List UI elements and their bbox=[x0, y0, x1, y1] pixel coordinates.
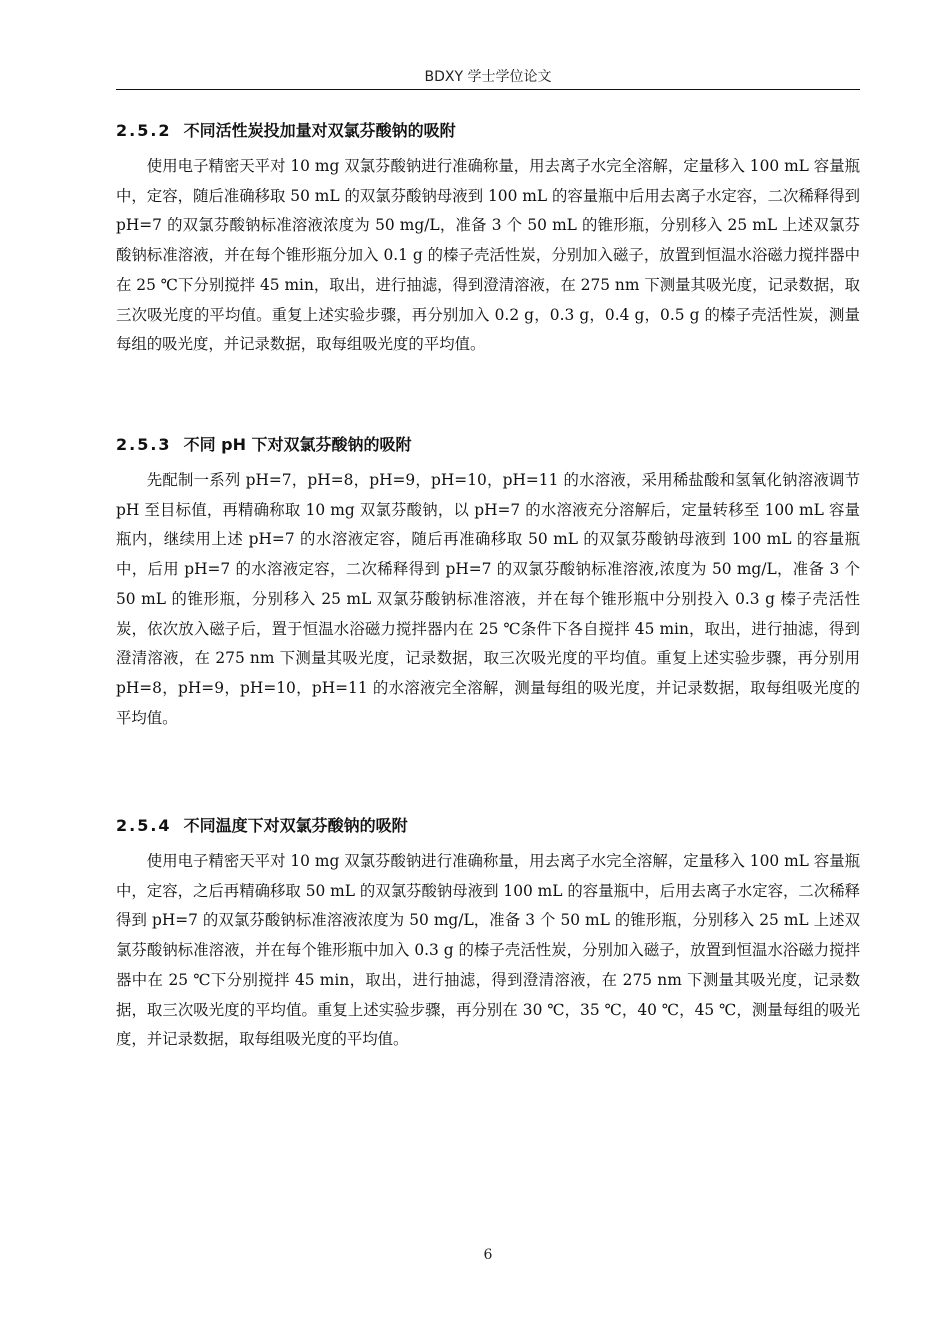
section-2-5-4 bbox=[116, 813, 860, 1055]
section-paragraph: 使用电子精密天平对 10 mg 双氯芬酸钠进行准确称量，用去离子水完全溶解，定量移入 100 mL 容量瓶中，定容，之后再精确移取 50 mL 的双氯芬酸钠母液到 100 mL 的容量瓶中，后用去离子水定容，二次稀释得到 pH=7 的双氯芬酸钠标准溶液浓度为 50 mg/L，准备 3 个 50 mL 的锥形瓶，分别移入 25 mL 上述双氯芬酸钠标准溶液，并在每个锥形瓶中加入 0.3 g 的榛子壳活性炭，分别加入磁子，放置到恒温水浴磁力搅拌器中在 25 ℃下分别搅拌 45 min，取出，进行抽滤，得到澄清溶液，在 275 nm 下测量其吸光度，记录数据，取三次吸光度的平均值。重复上述实验步骤，再分别在 30 ℃，35 ℃，40 ℃，45 ℃，测量每组的吸光度，并记录数据，取每组吸光度的平均值。 bbox=[116, 852, 860, 1049]
section-2-5-2 bbox=[116, 118, 860, 360]
section-heading bbox=[116, 432, 860, 458]
running-header: BDXY 学士学位论文 bbox=[424, 69, 552, 85]
section-title: 不同活性炭投加量对双氯芬酸钠的吸附 bbox=[183, 121, 456, 140]
section-heading bbox=[116, 813, 860, 839]
section-2-5-3 bbox=[116, 432, 860, 733]
section-number: 2.5.2 bbox=[116, 121, 172, 140]
page-number: 6 bbox=[483, 1247, 493, 1263]
section-number: 2.5.3 bbox=[116, 435, 172, 454]
section-paragraph: 先配制一系列 pH=7，pH=8，pH=9，pH=10，pH=11 的水溶液，采用稀盐酸和氢氧化钠溶液调节 pH 至目标值，再精确称取 10 mg 双氯芬酸钠，以 pH=7 的水溶液充分溶解后，定量转移至 100 mL 容量瓶内，继续用上述 pH=7 的水溶液定容，随后再准确移取 50 mL 的双氯芬酸钠母液到 100 mL 的容量瓶中，后用 pH=7 的水溶液定容，二次稀释得到 pH=7 的双氯芬酸钠标准溶液,浓度为 50 mg/L，准备 3 个 50 mL 的锥形瓶，分别移入 25 mL 双氯芬酸钠标准溶液，并在每个锥形瓶中分别投入 0.3 g 榛子壳活性炭，依次放入磁子后，置于恒温水浴磁力搅拌器内在 25 ℃条件下各自搅拌 45 min，取出，进行抽滤，得到澄清溶液，在 275 nm 下测量其吸光度，记录数据，取三次吸光度的平均值。重复上述实验步骤，再分别用 pH=8，pH=9，pH=10，pH=11 的水溶液完全溶解，测量每组的吸光度，并记录数据，取每组吸光度的平均值。 bbox=[116, 471, 860, 727]
header-rule bbox=[116, 89, 860, 90]
section-title: 不同温度下对双氯芬酸钠的吸附 bbox=[183, 816, 408, 835]
section-heading bbox=[116, 118, 860, 144]
section-paragraph: 使用电子精密天平对 10 mg 双氯芬酸钠进行准确称量，用去离子水完全溶解，定量移入 100 mL 容量瓶中，定容，随后准确移取 50 mL 的双氯芬酸钠母液到 100 mL 的容量瓶中后用去离子水定容，二次稀释得到 pH=7 的双氯芬酸钠标准溶液浓度为 50 mg/L，准备 3 个 50 mL 的锥形瓶，分别移入 25 mL 上述双氯芬酸钠标准溶液，并在每个锥形瓶分加入 0.1 g 的榛子壳活性炭，分别加入磁子，放置到恒温水浴磁力搅拌器中在 25 ℃下分别搅拌 45 min，取出，进行抽滤，得到澄清溶液，在 275 nm 下测量其吸光度，记录数据，取三次吸光度的平均值。重复上述实验步骤，再分别加入 0.2 g，0.3 g，0.4 g，0.5 g 的榛子壳活性炭，测量每组的吸光度，并记录数据，取每组吸光度的平均值。 bbox=[116, 157, 860, 354]
section-number: 2.5.4 bbox=[116, 816, 172, 835]
section-title: 不同 pH 下对双氯芬酸钠的吸附 bbox=[183, 435, 412, 454]
